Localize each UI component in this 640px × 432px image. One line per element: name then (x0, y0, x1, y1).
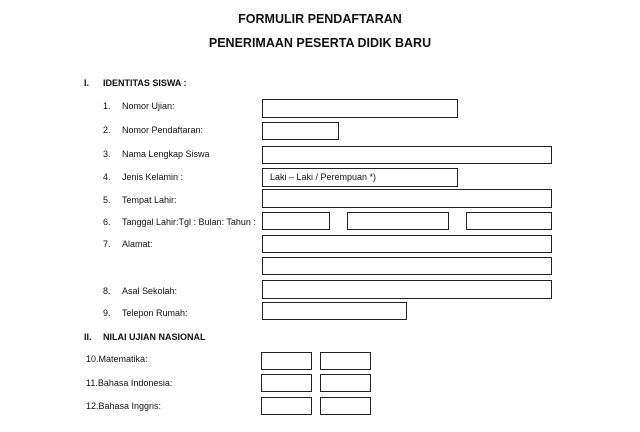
bahasa-inggris-score-input-1[interactable] (261, 397, 312, 415)
field-number: 6. (103, 217, 111, 227)
field-number: 7. (103, 239, 111, 249)
field-number: 4. (103, 172, 111, 182)
section-2-heading: NILAI UJIAN NASIONAL (103, 332, 206, 342)
field-number: 3. (103, 149, 111, 159)
nomor-pendaftaran-input[interactable] (262, 122, 339, 140)
tanggal-lahir-bulan-input[interactable] (347, 212, 449, 230)
field-number: 2. (103, 125, 111, 135)
bahasa-inggris-score-input-2[interactable] (320, 397, 371, 415)
form-title: FORMULIR PENDAFTARAN (238, 12, 402, 26)
field-label-telepon-rumah: Telepon Rumah: (122, 308, 188, 318)
field-label-tanggal-lahir: Tanggal Lahir:Tgl : Bulan: Tahun : (122, 217, 256, 227)
tanggal-lahir-tgl-input[interactable] (262, 212, 330, 230)
field-label-nomor-pendaftaran: Nomor Pendaftaran: (122, 125, 204, 135)
field-label-alamat: Alamat: (122, 239, 153, 249)
nomor-ujian-input[interactable] (262, 99, 458, 118)
subject-label-bahasa-indonesia: 11.Bahasa Indonesia: (86, 378, 173, 388)
telepon-rumah-input[interactable] (262, 302, 407, 320)
jenis-kelamin-input[interactable]: Laki – Laki / Perempuan *) (262, 168, 458, 187)
field-label-nomor-ujian: Nomor Ujian: (122, 101, 175, 111)
field-label-asal-sekolah: Asal Sekolah: (122, 286, 178, 296)
bahasa-indonesia-score-input-2[interactable] (320, 374, 371, 392)
matematika-score-input-2[interactable] (320, 352, 371, 370)
tempat-lahir-input[interactable] (262, 189, 552, 208)
section-1-heading: IDENTITAS SISWA : (103, 78, 187, 88)
alamat-input-line-2[interactable] (262, 257, 552, 275)
field-label-jenis-kelamin: Jenis Kelamin : (122, 172, 184, 182)
nama-lengkap-input[interactable] (262, 146, 552, 164)
bahasa-indonesia-score-input-1[interactable] (261, 374, 312, 392)
tanggal-lahir-tahun-input[interactable] (466, 212, 552, 230)
matematika-score-input-1[interactable] (261, 352, 312, 370)
form-subtitle: PENERIMAAN PESERTA DIDIK BARU (208, 36, 432, 50)
section-2-number: II. (84, 332, 92, 342)
section-1-number: I. (84, 78, 90, 88)
field-number: 1. (103, 101, 111, 111)
subject-label-bahasa-inggris: 12.Bahasa Inggris: (86, 401, 162, 411)
field-number: 9. (103, 308, 111, 318)
field-label-tempat-lahir: Tempat Lahir: (122, 195, 177, 205)
field-number: 5. (103, 195, 111, 205)
field-number: 8. (103, 286, 111, 296)
asal-sekolah-input[interactable] (262, 280, 552, 299)
field-label-nama-lengkap: Nama Lengkap Siswa (122, 149, 210, 159)
alamat-input-line-1[interactable] (262, 235, 552, 253)
subject-label-matematika: 10.Matematika: (86, 354, 148, 364)
